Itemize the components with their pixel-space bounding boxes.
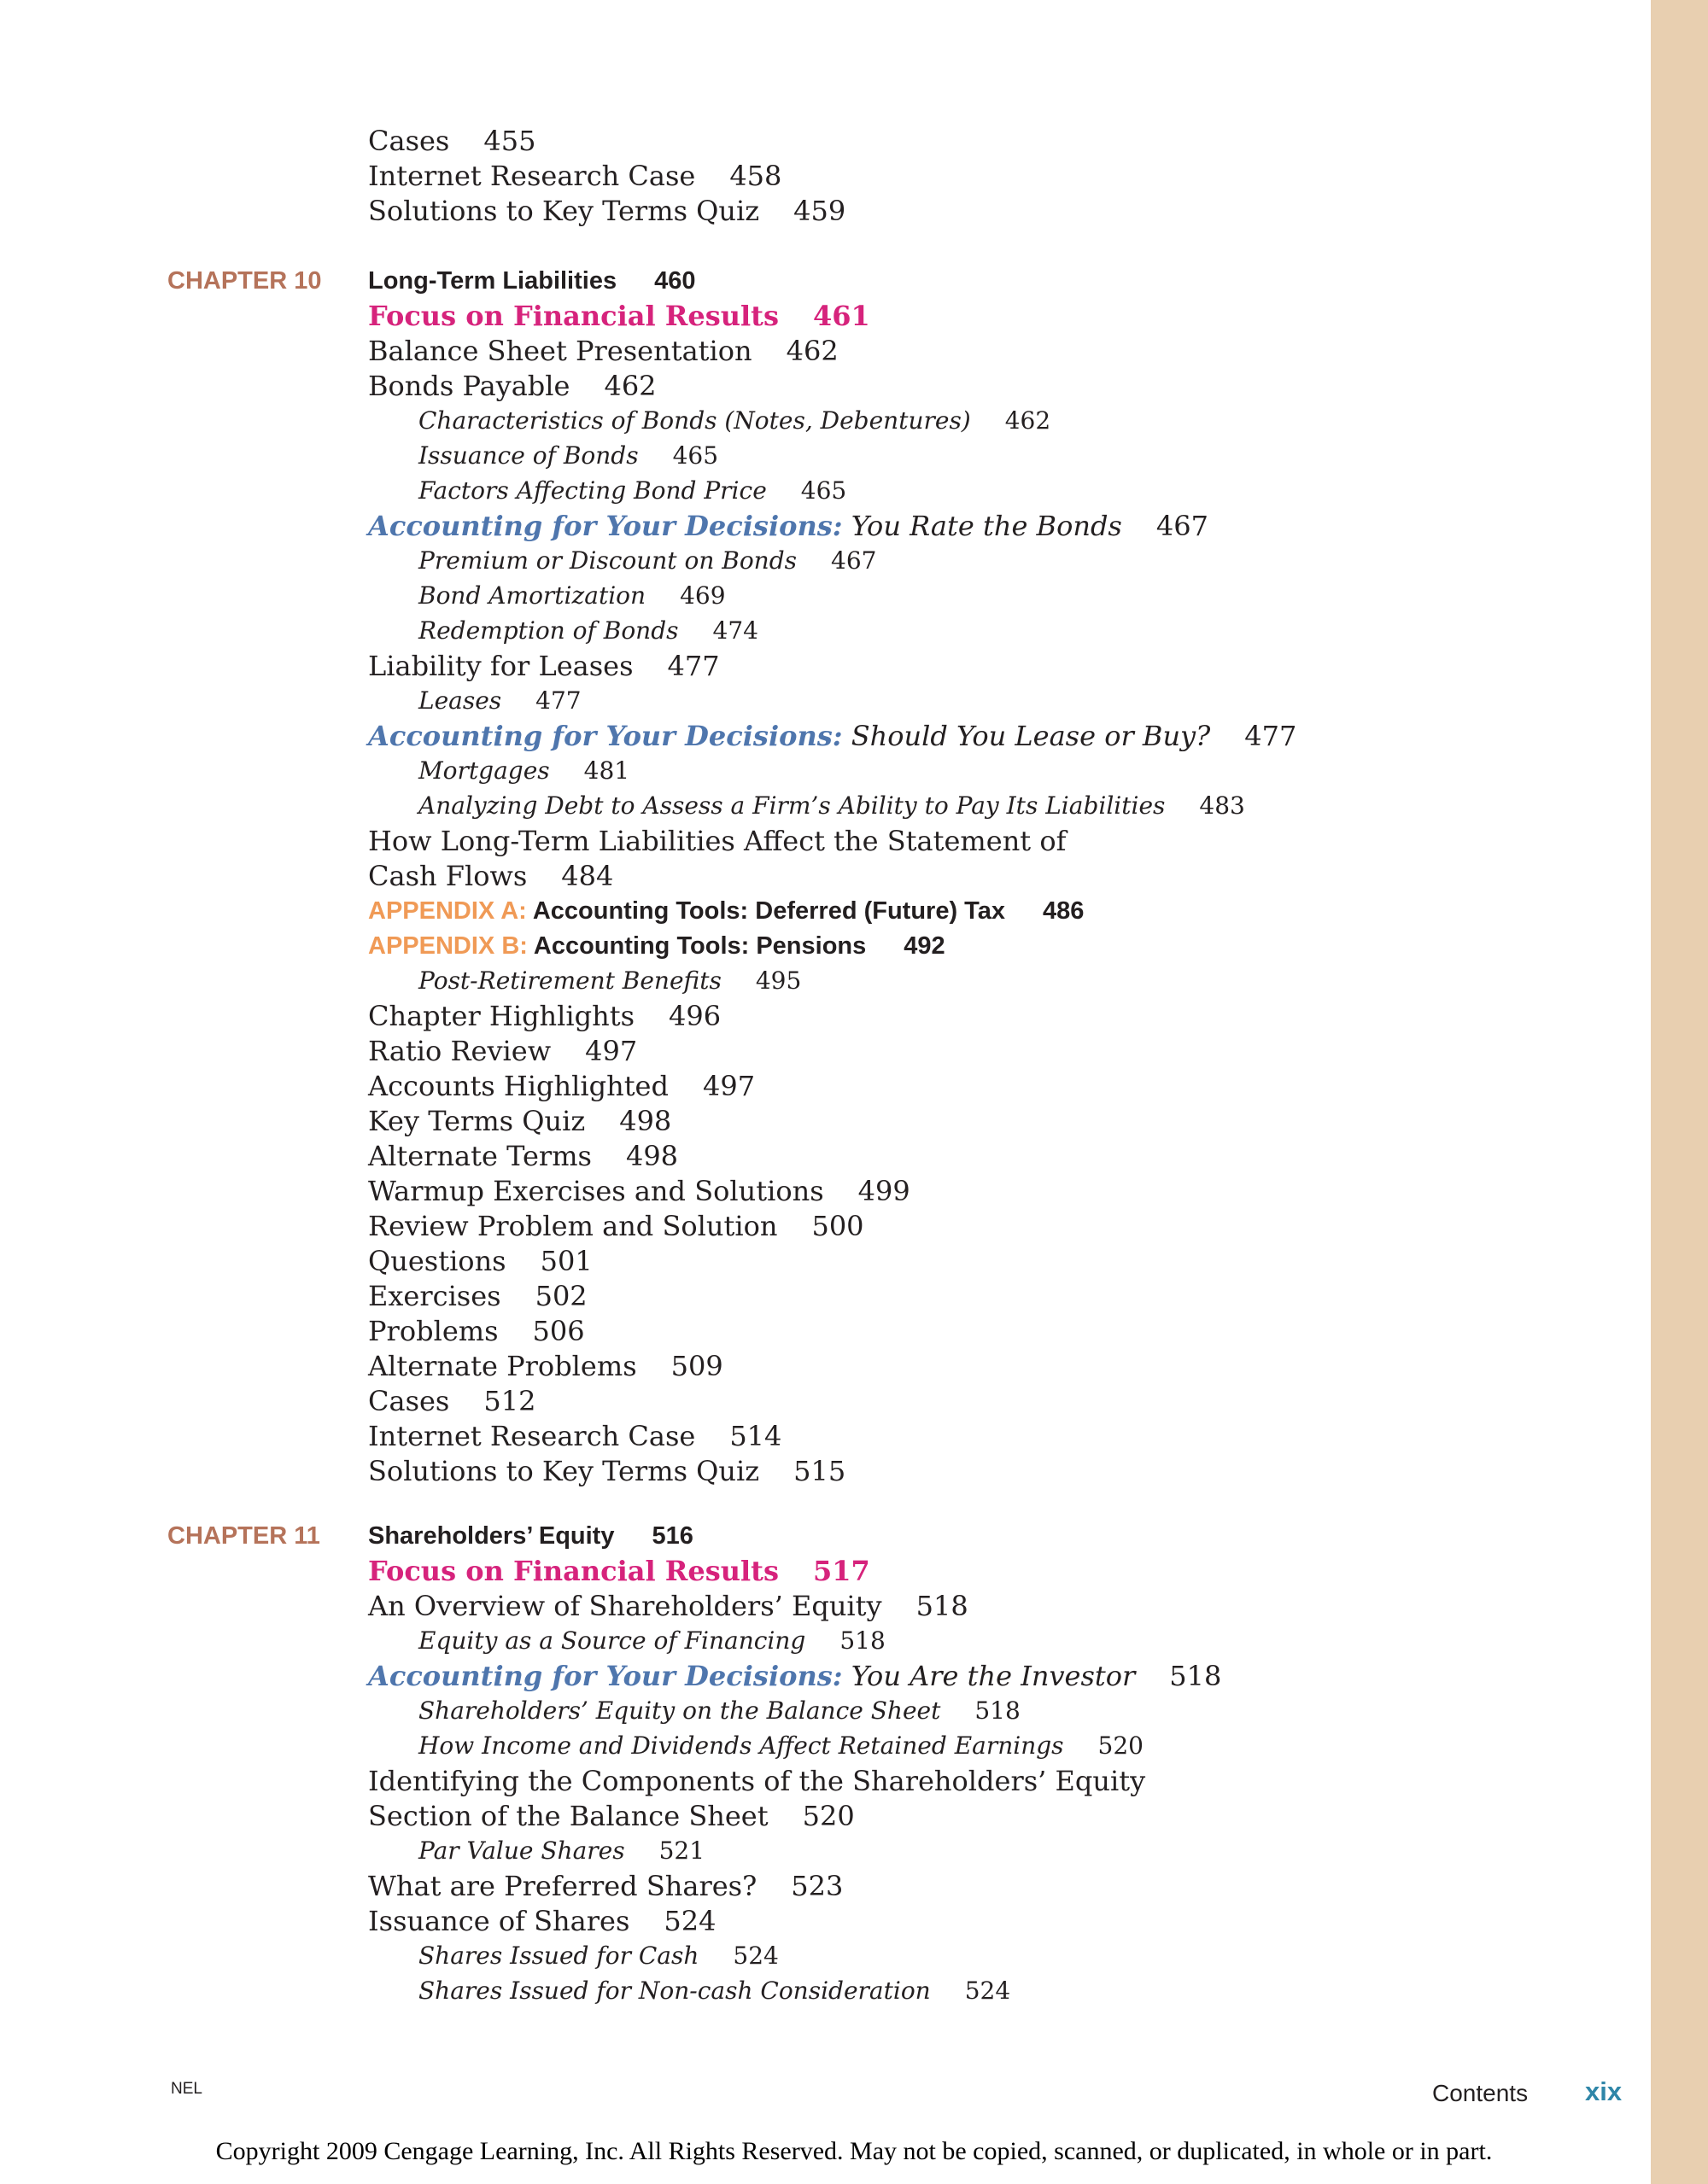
entry-title: What are Preferred Shares? bbox=[368, 1870, 757, 1902]
chapter-label: CHAPTER 11 bbox=[167, 1522, 320, 1550]
entry-page: 499 bbox=[857, 1175, 910, 1207]
toc-subentry[interactable] bbox=[418, 439, 718, 473]
entry-title: Focus on Financial Results bbox=[368, 1555, 779, 1587]
entry-title: Internet Research Case bbox=[368, 1420, 696, 1452]
toc-entry[interactable] bbox=[368, 1139, 678, 1173]
toc-subentry[interactable] bbox=[418, 404, 1050, 438]
toc-chapter-title[interactable] bbox=[368, 264, 695, 298]
entry-title: Long-Term Liabilities bbox=[368, 267, 617, 295]
entry-page: 495 bbox=[755, 966, 802, 995]
entry-title: Leases bbox=[418, 686, 502, 715]
entry-page: 521 bbox=[658, 1837, 705, 1865]
entry-title: Shares Issued for Non-cash Consideration bbox=[418, 1977, 931, 2005]
entry-page: 501 bbox=[540, 1245, 593, 1277]
entry-page: 492 bbox=[904, 932, 945, 960]
toc-entry[interactable] bbox=[368, 1279, 588, 1313]
entry-title: Should You Lease or Buy? bbox=[851, 720, 1211, 752]
entry-title: Shareholders’ Equity bbox=[368, 1522, 615, 1550]
toc-subentry[interactable] bbox=[418, 544, 876, 578]
entry-title: Liability for Leases bbox=[368, 650, 634, 682]
chapter-label: CHAPTER 10 bbox=[167, 267, 322, 295]
toc-subentry[interactable] bbox=[418, 1729, 1144, 1763]
toc-entry[interactable] bbox=[368, 1174, 910, 1208]
entry-title: Accounting Tools: Deferred (Future) Tax bbox=[532, 897, 1005, 925]
entry-page: 461 bbox=[812, 300, 870, 332]
entry-title: Cases bbox=[368, 125, 450, 157]
toc-entry[interactable] bbox=[368, 824, 1066, 858]
entry-page: 483 bbox=[1199, 791, 1245, 820]
entry-title: Accounts Highlighted bbox=[368, 1070, 669, 1102]
entry-page: 506 bbox=[532, 1315, 585, 1347]
entry-page: 462 bbox=[786, 335, 839, 367]
entry-title: Analyzing Debt to Assess a Firm’s Ability to Pay Its Liabilities bbox=[418, 791, 1166, 820]
entry-page: 512 bbox=[483, 1385, 536, 1417]
entry-page: 497 bbox=[585, 1035, 638, 1067]
toc-subentry[interactable] bbox=[418, 1694, 1021, 1728]
entry-title: Focus on Financial Results bbox=[368, 300, 779, 332]
toc-focus-entry[interactable] bbox=[368, 1554, 870, 1588]
toc-decision-entry[interactable] bbox=[368, 1659, 1221, 1693]
toc-entry[interactable] bbox=[368, 1419, 781, 1453]
entry-page: 486 bbox=[1043, 897, 1085, 925]
toc-subentry[interactable] bbox=[418, 1939, 779, 1973]
entry-page: 477 bbox=[535, 686, 582, 715]
entry-page: 477 bbox=[667, 650, 720, 682]
toc-entry[interactable] bbox=[368, 1589, 968, 1623]
entry-page: 520 bbox=[1097, 1731, 1144, 1760]
entry-title: Redemption of Bonds bbox=[418, 616, 679, 645]
copyright-notice: Copyright 2009 Cengage Learning, Inc. All Rights Reserved. May not be copied, scanned, or duplicated, in whole or in part. bbox=[215, 2137, 1493, 2165]
entry-title: Exercises bbox=[368, 1280, 501, 1312]
entry-title: Solutions to Key Terms Quiz bbox=[368, 1455, 760, 1487]
entry-page: 497 bbox=[702, 1070, 756, 1102]
entry-title: Review Problem and Solution bbox=[368, 1210, 778, 1242]
entry-page: 515 bbox=[793, 1455, 846, 1487]
entry-title: Par Value Shares bbox=[418, 1837, 625, 1865]
entry-title: Solutions to Key Terms Quiz bbox=[368, 195, 760, 227]
toc-entry[interactable] bbox=[368, 1069, 755, 1103]
entry-title: Alternate Terms bbox=[368, 1140, 592, 1172]
toc-subentry[interactable] bbox=[418, 789, 1245, 823]
toc-entry[interactable] bbox=[368, 1104, 671, 1138]
entry-title: Problems bbox=[368, 1315, 499, 1347]
toc-entry[interactable] bbox=[368, 369, 657, 403]
entry-title: Internet Research Case bbox=[368, 160, 696, 192]
toc-appendix-entry[interactable] bbox=[368, 929, 945, 963]
toc-subentry[interactable] bbox=[418, 1624, 886, 1658]
entry-title: Key Terms Quiz bbox=[368, 1105, 586, 1137]
entry-page: 462 bbox=[1004, 406, 1051, 435]
entry-title: Identifying the Components of the Shareholders’ Equity bbox=[368, 1765, 1146, 1797]
toc-entry[interactable] bbox=[368, 859, 613, 893]
toc-subentry[interactable] bbox=[418, 754, 629, 788]
entry-title: Chapter Highlights bbox=[368, 1000, 635, 1032]
toc-subentry[interactable] bbox=[418, 964, 801, 998]
toc-entry[interactable] bbox=[368, 1799, 855, 1833]
toc-subentry[interactable] bbox=[418, 1834, 705, 1868]
entry-title: Ratio Review bbox=[368, 1035, 552, 1067]
entry-title: Equity as a Source of Financing bbox=[418, 1626, 806, 1655]
entry-title: You Rate the Bonds bbox=[851, 510, 1122, 542]
entry-page: 459 bbox=[793, 195, 846, 227]
toc-entry[interactable] bbox=[368, 649, 720, 683]
entry-page: 524 bbox=[733, 1942, 779, 1970]
entry-page: 484 bbox=[561, 860, 614, 892]
entry-title: Shares Issued for Cash bbox=[418, 1942, 699, 1970]
entry-title: Questions bbox=[368, 1245, 506, 1277]
toc-subentry[interactable] bbox=[418, 614, 758, 648]
toc-subentry[interactable] bbox=[418, 474, 846, 508]
toc-subentry[interactable] bbox=[418, 1974, 1010, 2008]
entry-title: Cash Flows bbox=[368, 860, 528, 892]
entry-page: 496 bbox=[669, 1000, 722, 1032]
entry-title: Characteristics of Bonds (Notes, Debentures) bbox=[418, 406, 971, 435]
entry-page: 514 bbox=[729, 1420, 782, 1452]
entry-page: 520 bbox=[802, 1800, 855, 1832]
toc-entry[interactable] bbox=[368, 1244, 593, 1278]
entry-title: Post-Retirement Benefits bbox=[418, 966, 722, 995]
entry-page: 474 bbox=[712, 616, 758, 645]
entry-page: 509 bbox=[670, 1350, 723, 1382]
entry-title: Cases bbox=[368, 1385, 450, 1417]
entry-page: 523 bbox=[791, 1870, 844, 1902]
toc-chapter-title[interactable] bbox=[368, 1519, 693, 1553]
entry-title: Bonds Payable bbox=[368, 370, 570, 402]
entry-title: You Are the Investor bbox=[851, 1660, 1136, 1692]
entry-page: 518 bbox=[915, 1590, 968, 1622]
entry-title: Alternate Problems bbox=[368, 1350, 637, 1382]
entry-page: 460 bbox=[654, 267, 696, 295]
entry-title: Accounting Tools: Pensions bbox=[533, 932, 867, 960]
entry-title: How Long-Term Liabilities Affect the Statement of bbox=[368, 825, 1067, 857]
entry-page: 498 bbox=[625, 1140, 679, 1172]
entry-title: Balance Sheet Presentation bbox=[368, 335, 752, 367]
toc-appendix-entry[interactable] bbox=[368, 894, 1084, 928]
entry-title: Warmup Exercises and Solutions bbox=[368, 1175, 824, 1207]
entry-page: 455 bbox=[483, 125, 536, 157]
entry-page: 524 bbox=[964, 1977, 1011, 2005]
toc-entry[interactable] bbox=[368, 334, 839, 368]
toc-entry[interactable] bbox=[368, 1904, 716, 1938]
entry-page: 517 bbox=[812, 1555, 870, 1587]
footer-publisher-code: NEL bbox=[171, 2080, 202, 2098]
entry-title: Bond Amortization bbox=[418, 581, 646, 610]
toc-entry[interactable] bbox=[368, 1869, 843, 1903]
decision-label: Accounting for Your Decisions: bbox=[368, 1660, 843, 1692]
toc-entry[interactable] bbox=[368, 124, 535, 158]
entry-page: 516 bbox=[652, 1522, 693, 1550]
entry-page: 481 bbox=[583, 756, 630, 785]
entry-title: How Income and Dividends Affect Retained Earnings bbox=[418, 1731, 1064, 1760]
entry-title: Mortgages bbox=[418, 756, 550, 785]
toc-entry[interactable] bbox=[368, 1454, 845, 1488]
entry-page: 502 bbox=[535, 1280, 588, 1312]
appendix-label: APPENDIX A: bbox=[368, 897, 527, 925]
entry-title: Premium or Discount on Bonds bbox=[418, 546, 798, 575]
entry-page: 518 bbox=[839, 1626, 886, 1655]
side-color-bar bbox=[1651, 0, 1708, 2184]
toc-entry[interactable] bbox=[368, 1349, 723, 1383]
entry-page: 462 bbox=[604, 370, 657, 402]
toc-focus-entry[interactable] bbox=[368, 299, 870, 333]
toc-entry[interactable] bbox=[368, 159, 781, 193]
entry-page: 467 bbox=[1155, 510, 1208, 542]
footer-page-number: xix bbox=[1585, 2076, 1623, 2106]
entry-title: An Overview of Shareholders’ Equity bbox=[368, 1590, 882, 1622]
footer-section-name: Contents bbox=[1432, 2080, 1529, 2106]
toc-entry[interactable] bbox=[368, 1209, 864, 1243]
entry-page: 467 bbox=[831, 546, 877, 575]
toc-entry[interactable] bbox=[368, 1764, 1145, 1798]
toc-entry[interactable] bbox=[368, 194, 845, 228]
entry-title: Section of the Balance Sheet bbox=[368, 1800, 769, 1832]
toc-subentry[interactable] bbox=[418, 684, 582, 718]
toc-decision-entry[interactable] bbox=[368, 719, 1296, 753]
toc-entry[interactable] bbox=[368, 1034, 637, 1068]
appendix-label: APPENDIX B: bbox=[368, 932, 528, 960]
entry-title: Issuance of Shares bbox=[368, 1905, 630, 1937]
entry-page: 500 bbox=[811, 1210, 864, 1242]
entry-page: 465 bbox=[800, 476, 847, 505]
decision-label: Accounting for Your Decisions: bbox=[368, 510, 843, 542]
entry-page: 498 bbox=[619, 1105, 672, 1137]
toc-subentry[interactable] bbox=[418, 579, 726, 613]
entry-page: 477 bbox=[1244, 720, 1297, 752]
toc-entry[interactable] bbox=[368, 1384, 535, 1418]
entry-title: Factors Affecting Bond Price bbox=[418, 476, 767, 505]
entry-page: 518 bbox=[974, 1696, 1021, 1725]
entry-title: Shareholders’ Equity on the Balance Sheet bbox=[418, 1696, 941, 1725]
entry-page: 465 bbox=[672, 441, 719, 470]
toc-decision-entry[interactable] bbox=[368, 509, 1208, 543]
decision-label: Accounting for Your Decisions: bbox=[368, 720, 843, 752]
entry-title: Issuance of Bonds bbox=[418, 441, 639, 470]
toc-entry[interactable] bbox=[368, 999, 721, 1033]
entry-page: 458 bbox=[729, 160, 782, 192]
entry-page: 518 bbox=[1169, 1660, 1222, 1692]
entry-page: 524 bbox=[664, 1905, 717, 1937]
entry-page: 469 bbox=[680, 581, 726, 610]
toc-entry[interactable] bbox=[368, 1314, 585, 1348]
